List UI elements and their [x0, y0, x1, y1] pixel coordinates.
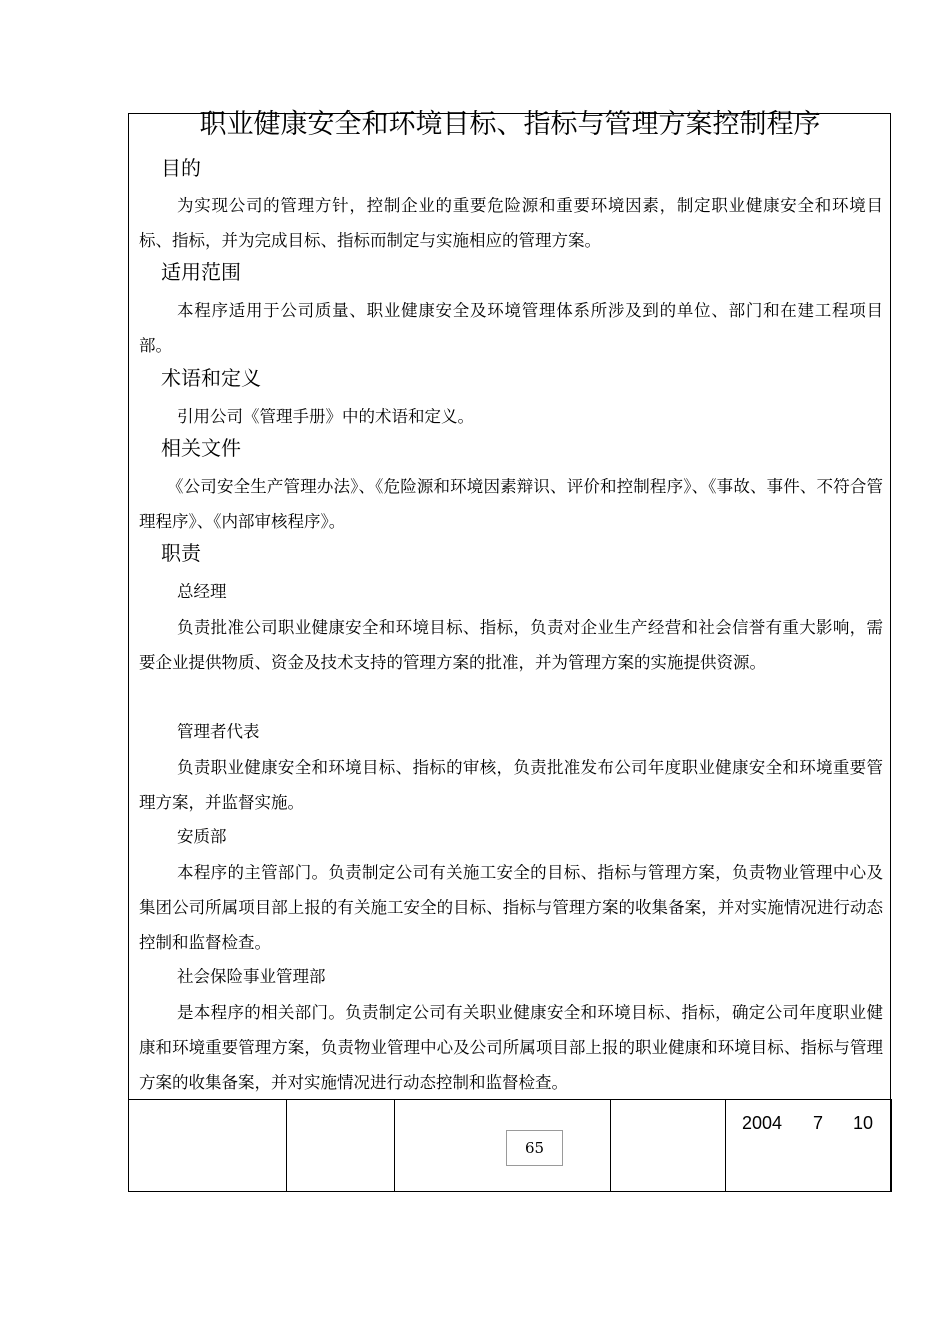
section-heading-responsibilities: 职责 — [161, 541, 201, 565]
section-heading-related-docs: 相关文件 — [161, 436, 241, 460]
role-title-social-insurance-dept: 社会保险事业管理部 — [177, 967, 326, 986]
footer-table — [128, 1099, 892, 1192]
footer-cell — [611, 1100, 726, 1192]
role-text-general-manager: 负责批准公司职业健康安全和环境目标、指标，负责对企业生产经营和社会信誉有重大影响，需要企业提供物质、资金及技术支持的管理方案的批准，并为管理方案的实施提供资源。 — [139, 618, 883, 672]
date-year: 2004 — [742, 1113, 783, 1133]
section-heading-terms: 术语和定义 — [161, 366, 261, 390]
section-text-scope: 本程序适用于公司质量、职业健康安全及环境管理体系所涉及到的单位、部门和在建工程项目部。 — [139, 301, 883, 355]
date-day: 10 — [853, 1113, 874, 1133]
footer-cell — [287, 1100, 395, 1192]
footer-cell — [129, 1100, 287, 1192]
footer-cell-date — [726, 1100, 892, 1192]
date-month: 7 — [813, 1113, 824, 1133]
role-text-safety-quality-dept: 本程序的主管部门。负责制定公司有关施工安全的目标、指标与管理方案，负责物业管理中心及集团公司所属项目部上报的有关施工安全的目标、指标与管理方案的收集备案，并对实施情况进行动态控制和监督检查。 — [139, 863, 883, 952]
footer-cell-page — [395, 1100, 611, 1192]
role-title-safety-quality-dept: 安质部 — [177, 827, 227, 846]
section-text-related-docs: 《公司安全生产管理办法》、《危险源和环境因素辩识、评价和控制程序》、《事故、事件、不符合管理程序》、《内部审核程序》。 — [139, 477, 883, 531]
section-text-terms: 引用公司《管理手册》中的术语和定义。 — [177, 407, 474, 426]
section-heading-purpose: 目的 — [161, 156, 201, 180]
section-text-purpose: 为实现公司的管理方针，控制企业的重要危险源和重要环境因素，制定职业健康安全和环境目标、指标，并为完成目标、指标而制定与实施相应的管理方案。 — [139, 196, 883, 250]
role-title-management-representative: 管理者代表 — [177, 722, 260, 741]
page-number: 65 — [506, 1130, 563, 1166]
role-text-social-insurance-dept: 是本程序的相关部门。负责制定公司有关职业健康安全和环境目标、指标，确定公司年度职业健康和环境重要管理方案，负责物业管理中心及公司所属项目部上报的职业健康和环境目标、指标与管理方案的收集备案，并对实施情况进行动态控制和监督检查。 — [139, 1003, 883, 1092]
role-title-general-manager: 总经理 — [177, 582, 227, 601]
section-heading-scope: 适用范围 — [161, 260, 241, 284]
role-text-management-representative: 负责职业健康安全和环境目标、指标的审核，负责批准发布公司年度职业健康安全和环境重要管理方案，并监督实施。 — [139, 758, 883, 812]
document-title: 职业健康安全和环境目标、指标与管理方案控制程序 — [199, 109, 821, 140]
